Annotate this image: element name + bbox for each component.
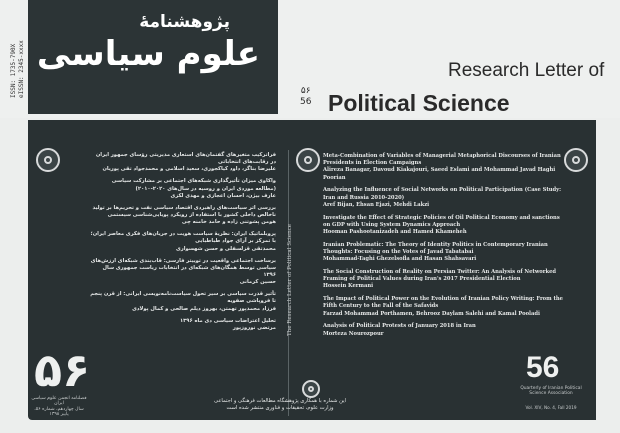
issue-number-top: ۵۶ 56 (300, 86, 312, 107)
publisher-note: این شماره با همکاری پژوهشگاه مطالعات فرهنگی و اجتماعی وزارت علوم، تحقیقات و فناوری منتشر شده است (214, 398, 346, 411)
issn-online: eISSN: 2345-xxxx (18, 40, 25, 98)
emblem-icon (36, 148, 60, 172)
list-item: تحلیل اعتراضات سیاسی دی ماه ۱۳۹۶ مرتضی نوروزپور (179, 317, 276, 331)
english-title-line2: Political Science (328, 90, 510, 116)
list-item: Analysis of Political Protests of January 2018 in Iran Morteza Nourozpour (323, 323, 476, 337)
english-contents (323, 153, 563, 343)
issue-number-fa: ۵۶ (34, 343, 91, 397)
list-item: Analyzing the Influence of Social Networks on Political Participation (Case Study: Iran and Russia 2010-2020) Aref Bijan, Ehsan Ejazi, Mehdi Lakzi (323, 187, 562, 208)
volume-en: Vol. XIV, No. 4, Fall 2019 (525, 405, 577, 410)
list-item: Meta-Combination of Variables of Managerial Metaphorical Discourses of Iranian Presidents in Election Campaigns Alireza Banagar, Davoud Kiakajouri, Saeed Eslami and Mohammad Javad Haghi Poorian (323, 153, 561, 181)
list-item: تأثیر قدرت سیاسی بر سیر تحول سیاست‌نامه‌نویسی ایرانی: از قرن پنجم تا فروپاشی صفویه فرزاد محمدپور تهمتن، بهروز دیلم صالحی و کمال پولادی (90, 291, 276, 312)
issn-print: ISSN: 1735-790X (10, 43, 17, 98)
association-fa: فصلنامه انجمن علوم سیاسی ایران سال چهاردهم، شماره ۵۶، پاییز ۱۳۹۸ (31, 396, 87, 418)
persian-contents (90, 152, 276, 337)
logo-big-text: علوم سیاسی (36, 34, 260, 74)
list-item: پروبلماتیک ایران: نظریهٔ سیاست هویت در جریان‌های فکری معاصر ایران؛ با تمرکز بر آرای جواد طباطبایی محمدتقی قزلسفلی و حسن شهسواری (90, 231, 276, 252)
list-item: Iranian Problematic: The Theory of Identity Politics in Contemporary Iranian Thoughts: Focusing on the Votes of Javad Tabatabai Mohammad-Taghi Ghezelsofla and Hasan Shahsavari (323, 241, 548, 263)
list-item: بررسی اثر سیاست‌های راهبردی اقتصاد سیاسی نفت و تحریم‌ها بر تولید ناخالص داخلی کشور با استفاده از رویکرد پویایی‌شناسی سیستمی هومن پشوتنی زاده و حامد خامنه چی (92, 204, 276, 226)
list-item: Investigate the Effect of Strategic Policies of Oil Political Economy and sanctions on GDP with Using System Dynamics Approach Hooman Pashootanizadeh and Hamed Khameheh (323, 214, 560, 236)
emblem-icon (564, 148, 588, 172)
logo-small-text: پژوهشنامهٔ (139, 12, 230, 32)
spine-text: The Research Letter of Political Science (287, 224, 293, 336)
persian-logo (28, 0, 278, 114)
english-title-line1: Research Letter of (448, 60, 605, 81)
emblem-icon (302, 380, 320, 398)
list-item: واکاوی میزان تأثیرگذاری شبکه‌های اجتماعی بر مشارکت سیاسی (مطالعه موردی ایران و روسیه در سال‌های ۲۰۲۰-۲۰۱۰) عارف بیژن، احسان اعجازی و مهدی لکزی (111, 178, 276, 199)
list-item: The Social Construction of Reality on Persian Twitter: An Analysis of Networked Framing of Political Values during Iran's 2017 Presidential Election Hossein Kermani (323, 269, 556, 290)
list-item: The Impact of Political Power on the Evolution of Iranian Policy Writing: From the Fifth Century to the Fall of the Safavids Farzad Mohammad Porthamen, Behrooz Daylam Salehi and Kamal Pooladi (323, 296, 563, 317)
list-item: برساخت اجتماعی واقعیت در توییتر فارسی: قاب‌بندی شبکه‌ای ارزش‌های سیاسی توسط همگان‌های شبکه‌ای در انتخابات ریاست جمهوری سال ۱۳۹۶ حسین کرمانی (90, 257, 276, 286)
association-en: Quarterly of Iranian Political Science Association (520, 386, 582, 397)
issue-number-en: 56 (526, 351, 560, 384)
list-item: فراترکیب متغیرهای گفتمان‌های استعاری مدیریتی رؤسای جمهور ایران در رقابت‌های انتخاباتی علیرضا بناگر، داود کیاکجوری، سعید اسلامی و محمدجواد تقی پوریان (95, 152, 276, 173)
